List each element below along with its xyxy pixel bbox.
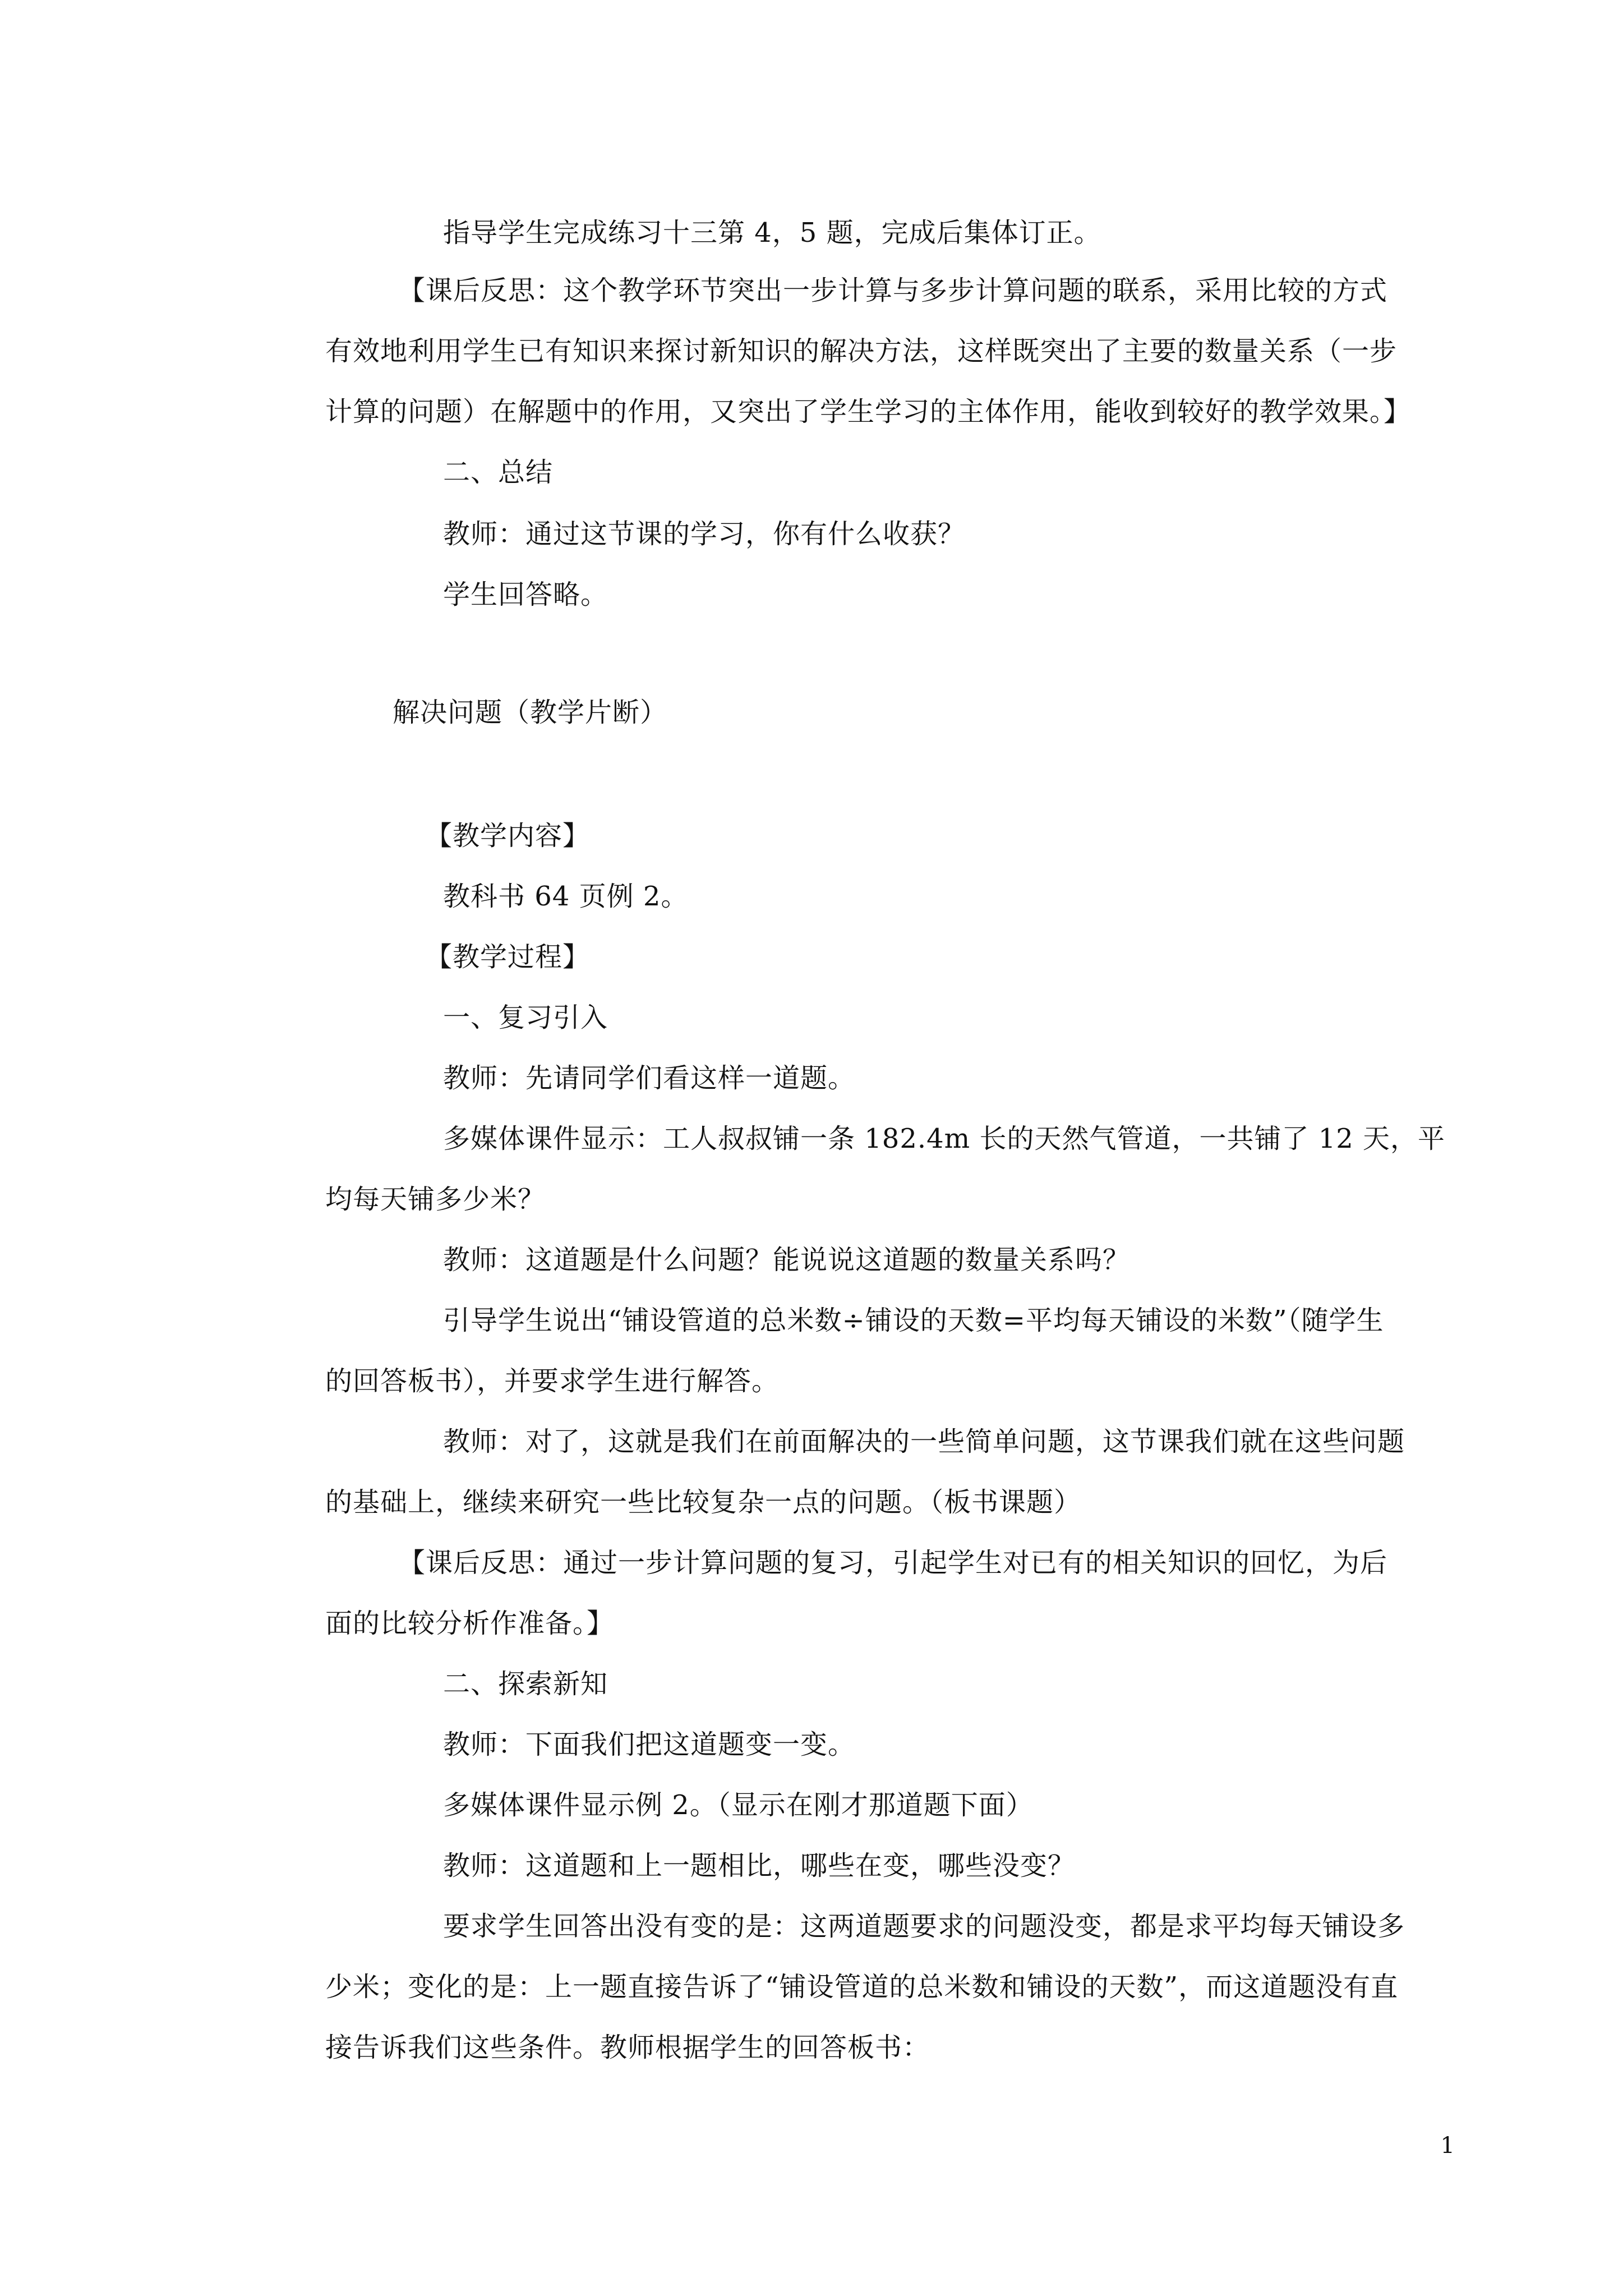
paragraph-line: 教科书 64 页例 2。 bbox=[443, 881, 689, 912]
lesson-title: 解决问题（教学片断） bbox=[393, 697, 668, 728]
paragraph-line: 均每天铺多少米？ bbox=[325, 1184, 546, 1215]
paragraph-line: 指导学生完成练习十三第 4，5 题，完成后集体订正。 bbox=[443, 217, 1101, 249]
paragraph-line: 教师：对了，这就是我们在前面解决的一些简单问题，这节课我们就在这些问题 bbox=[443, 1426, 1405, 1457]
paragraph-line: 接告诉我们这些条件。教师根据学生的回答板书： bbox=[325, 2032, 930, 2063]
paragraph-line: 教师：先请同学们看这样一道题。 bbox=[443, 1062, 856, 1094]
page-number: 1 bbox=[1440, 2133, 1455, 2159]
reflection-line: 【课后反思：这个教学环节突出一步计算与多步计算问题的联系，采用比较的方式 bbox=[398, 275, 1388, 306]
paragraph-line: 要求学生回答出没有变的是：这两道题要求的问题没变，都是求平均每天铺设多 bbox=[443, 1911, 1405, 1942]
reflection-line: 【课后反思：通过一步计算问题的复习，引起学生对已有的相关知识的回忆，为后 bbox=[398, 1547, 1388, 1579]
section-heading: 一、复习引入 bbox=[443, 1002, 608, 1033]
reflection-line: 有效地利用学生已有知识来探讨新知识的解决方法，这样既突出了主要的数量关系（一步 bbox=[325, 335, 1398, 367]
paragraph-line: 学生回答略。 bbox=[443, 579, 608, 610]
paragraph-line: 多媒体课件显示：工人叔叔铺一条 182.4m 长的天然气管道，一共铺了 12 天，平 bbox=[443, 1123, 1446, 1154]
paragraph-line: 教师：下面我们把这道题变一变。 bbox=[443, 1729, 856, 1760]
section-heading: 二、总结 bbox=[443, 457, 554, 488]
section-label: 【教学过程】 bbox=[425, 941, 591, 973]
section-heading: 二、探索新知 bbox=[443, 1668, 608, 1700]
paragraph-line: 教师：这道题是什么问题？能说说这道题的数量关系吗？ bbox=[443, 1244, 1131, 1276]
paragraph-line: 少米；变化的是：上一题直接告诉了“铺设管道的总米数和铺设的天数”，而这道题没有直 bbox=[325, 1971, 1399, 2003]
section-label: 【教学内容】 bbox=[425, 820, 591, 852]
paragraph-line: 的回答板书），并要求学生进行解答。 bbox=[325, 1365, 780, 1397]
reflection-line: 计算的问题）在解题中的作用，又突出了学生学习的主体作用，能收到较好的教学效果。】 bbox=[325, 396, 1412, 427]
paragraph-line: 教师：这道题和上一题相比，哪些在变，哪些没变？ bbox=[443, 1850, 1076, 1881]
paragraph-line: 的基础上，继续来研究一些比较复杂一点的问题。（板书课题） bbox=[325, 1487, 1082, 1518]
paragraph-line: 多媒体课件显示例 2。（显示在刚才那道题下面） bbox=[443, 1789, 1034, 1821]
paragraph-line: 教师：通过这节课的学习，你有什么收获？ bbox=[443, 518, 966, 550]
paragraph-line: 引导学生说出“铺设管道的总米数÷铺设的天数=平均每天铺设的米数”（随学生 bbox=[443, 1305, 1384, 1336]
reflection-line: 面的比较分析作准备。】 bbox=[325, 1608, 615, 1639]
